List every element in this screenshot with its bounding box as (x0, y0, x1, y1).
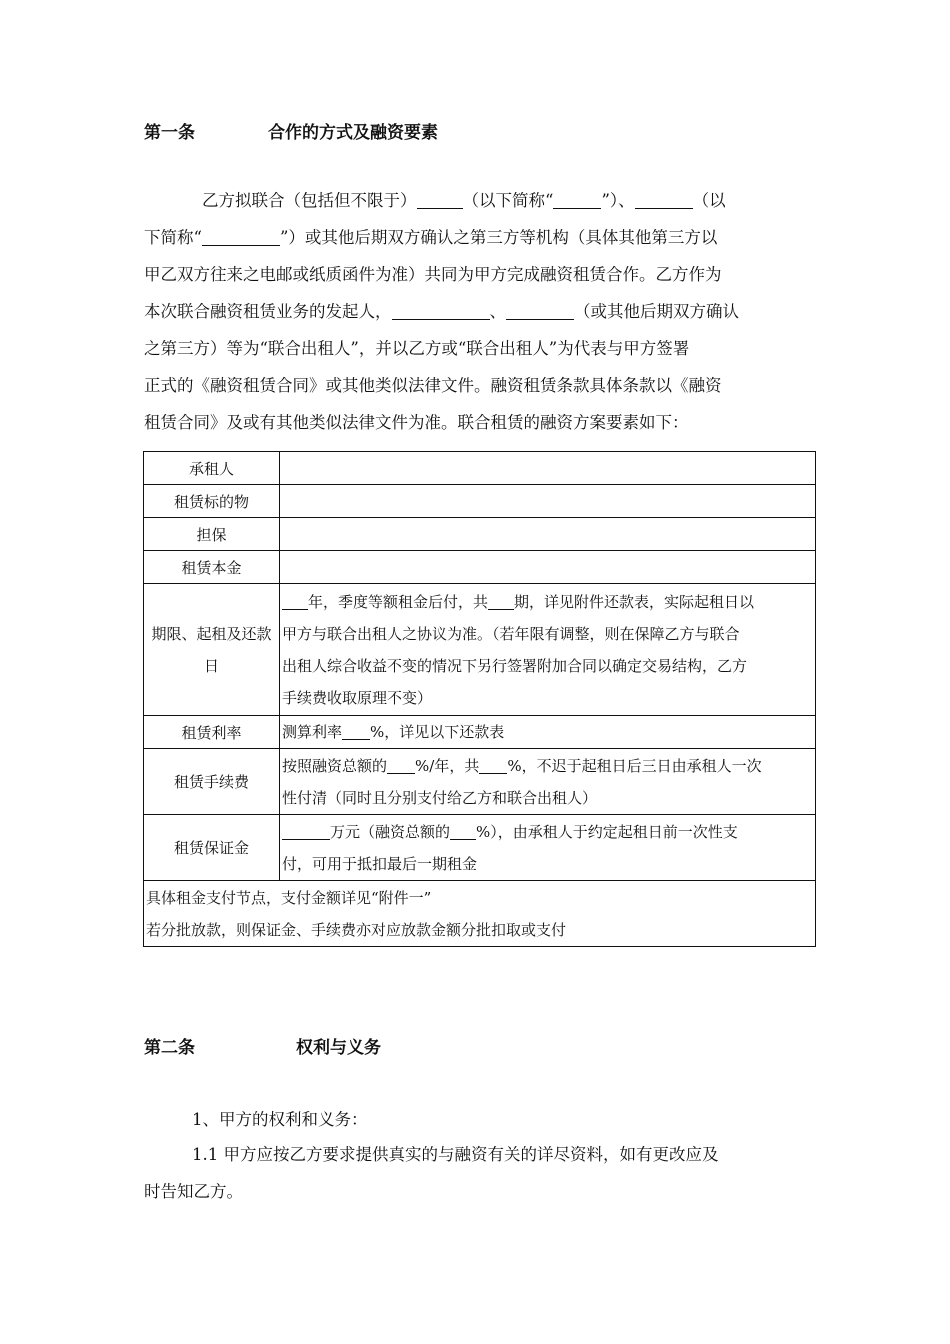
article-2-title: 权利与义务 (296, 1038, 381, 1058)
fill-blank[interactable] (450, 824, 476, 840)
paragraph-line: 甲乙双方往来之电邮或纸质函件为准）共同为甲方完成融资租赁合作。乙方作为 (144, 265, 722, 284)
paragraph-line: 本次联合融资租赁业务的发起人， 、 （或其他后期双方确认 (144, 302, 739, 321)
paragraph-line: 之第三方）等为“联合出租人”，并以乙方或“联合出租人”为代表与甲方签署 (144, 339, 690, 358)
deposit-label: 租赁保证金 (144, 815, 280, 881)
fill-blank[interactable] (553, 191, 601, 209)
paragraph-line: 下简称“ ”）或其他后期双方确认之第三方等机构（具体其他第三方以 (144, 228, 718, 247)
fee-label: 租赁手续费 (144, 749, 280, 815)
table-row (144, 716, 816, 749)
financing-elements-table (143, 451, 816, 947)
table-row (144, 881, 816, 947)
fill-blank[interactable] (417, 191, 463, 209)
article-1-heading (144, 118, 438, 143)
fill-blank[interactable] (342, 724, 370, 740)
fill-blank[interactable] (202, 228, 280, 246)
fill-blank[interactable] (488, 594, 514, 610)
fee-value: 按照融资总额的 %/年，共 %，不迟于起租日后三日由承租人一次 性付清（同时且分别支付给乙方和联合出租人） (280, 749, 816, 815)
table-row (144, 485, 816, 518)
table-row (144, 815, 816, 881)
fill-blank[interactable] (387, 758, 415, 774)
clause-1-1-paragraph (144, 1136, 816, 1210)
principal-label: 租赁本金 (144, 551, 280, 584)
paragraph-line: 正式的《融资租赁合同》或其他类似法律文件。融资租赁条款具体条款以《融资 (144, 376, 722, 395)
fill-blank[interactable] (282, 594, 308, 610)
rate-label: 租赁利率 (144, 716, 280, 749)
article-1-paragraph (144, 182, 816, 441)
table-row (144, 452, 816, 485)
term-label: 期限、起租及还款 日 (144, 584, 280, 716)
paragraph-line: 时告知乙方。 (144, 1182, 243, 1201)
note-line: 具体租金支付节点，支付金额详见“附件一” (146, 888, 432, 907)
subject-value[interactable] (280, 485, 816, 518)
term-value: 年，季度等额租金后付，共 期，详见附件还款表，实际起租日以 甲方与联合出租人之协议为准。（若年限有调整，则在保障乙方与联合 出租人综合收益不变的情况下另行签署附加合同以确定交易结构，乙方 手续费收取原理不变） (280, 584, 816, 716)
guarantee-label: 担保 (144, 518, 280, 551)
deposit-value: 万元（融资总额的 %），由承租人于约定起租日前一次性支 付，可用于抵扣最后一期租金 (280, 815, 816, 881)
fill-blank[interactable] (282, 824, 330, 840)
subject-label: 租赁标的物 (144, 485, 280, 518)
principal-value[interactable] (280, 551, 816, 584)
table-row (144, 584, 816, 716)
article-2-number: 第二条 (144, 1038, 195, 1058)
clause-1-heading: 1、甲方的权利和义务： (192, 1110, 368, 1129)
guarantee-value[interactable] (280, 518, 816, 551)
lessee-value[interactable] (280, 452, 816, 485)
table-row (144, 518, 816, 551)
paragraph-line: 乙方拟联合（包括但不限于） （以下简称“ ”）、 （以 (202, 191, 726, 210)
rate-value: 测算利率 %，详见以下还款表 (280, 716, 816, 749)
table-row (144, 749, 816, 815)
fill-blank[interactable] (479, 758, 507, 774)
paragraph-line: 1.1 甲方应按乙方要求提供真实的与融资有关的详尽资料，如有更改应及 (192, 1145, 719, 1164)
note-line: 若分批放款，则保证金、手续费亦对应放款金额分批扣取或支付 (146, 920, 567, 939)
fill-blank[interactable] (392, 302, 490, 320)
table-note (144, 881, 816, 947)
fill-blank[interactable] (506, 302, 574, 320)
lessee-label: 承租人 (144, 452, 280, 485)
paragraph-line: 租赁合同》及或有其他类似法律文件为准。联合租赁的融资方案要素如下： (144, 413, 689, 432)
table-row (144, 551, 816, 584)
article-1-title: 合作的方式及融资要素 (268, 123, 438, 143)
article-2-heading (144, 1033, 381, 1058)
article-1-number: 第一条 (144, 123, 195, 143)
fill-blank[interactable] (635, 191, 693, 209)
